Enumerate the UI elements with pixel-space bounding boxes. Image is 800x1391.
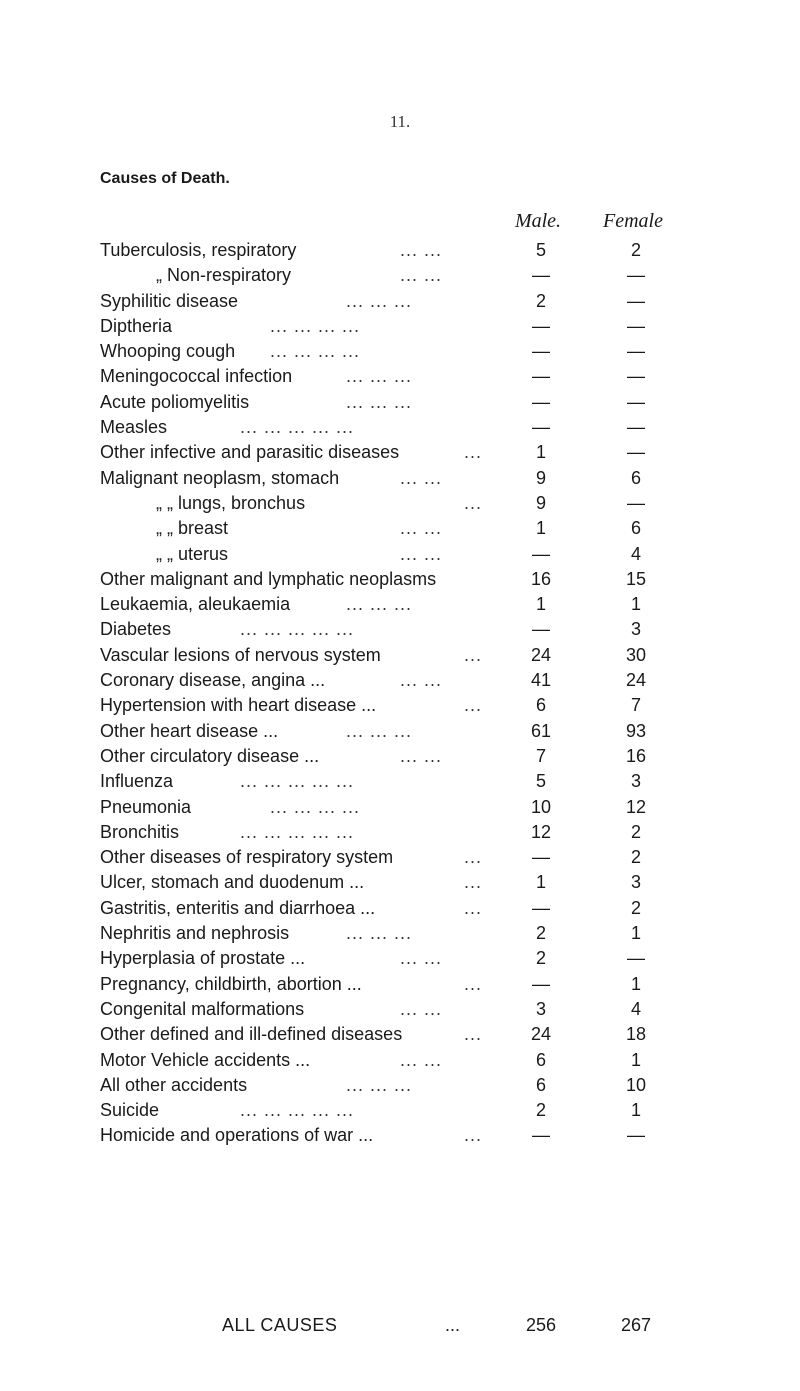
female-count: — xyxy=(627,391,645,412)
total-label: ALL CAUSES xyxy=(222,1315,338,1335)
row-leader-dots: ... ... ... ... ... xyxy=(240,1100,355,1121)
female-count: 1 xyxy=(630,973,641,994)
female-count: — xyxy=(627,948,645,969)
table-row xyxy=(100,744,700,769)
table-row xyxy=(100,769,700,794)
row-label: Measles xyxy=(100,417,168,438)
row-label: All other accidents xyxy=(100,1074,248,1095)
male-count: 2 xyxy=(535,1100,546,1121)
row-leader-dots: ... ... xyxy=(400,1049,443,1070)
male-count: — xyxy=(532,391,550,412)
row-label: Meningococcal infection xyxy=(100,366,293,387)
male-count: 16 xyxy=(530,568,552,589)
female-count: 16 xyxy=(625,745,647,766)
row-label: Other infective and parasitic diseases xyxy=(100,442,400,463)
row-label: Motor Vehicle accidents ... xyxy=(100,1049,311,1070)
female-count: 30 xyxy=(625,644,647,665)
male-count: 1 xyxy=(535,518,546,539)
row-label: Leukaemia, aleukaemia xyxy=(100,594,291,615)
row-leader-dots: ... ... xyxy=(400,998,443,1019)
male-count: 6 xyxy=(535,1074,546,1095)
male-count: 6 xyxy=(535,695,546,716)
table-row xyxy=(100,997,700,1022)
table-row xyxy=(100,896,700,921)
male-count: 12 xyxy=(530,821,552,842)
table-row xyxy=(100,1123,700,1148)
male-count: 2 xyxy=(535,948,546,969)
row-leader-dots: ... xyxy=(464,1125,483,1146)
table-row xyxy=(100,289,700,314)
female-count: — xyxy=(627,1125,645,1146)
table-row xyxy=(100,542,700,567)
female-count: 1 xyxy=(630,923,641,944)
row-label: Ulcer, stomach and duodenum ... xyxy=(100,872,365,893)
female-count: 12 xyxy=(625,796,647,817)
column-header-male: Male. xyxy=(514,210,562,232)
row-label: Suicide xyxy=(100,1100,160,1121)
table-row xyxy=(100,946,700,971)
table-row xyxy=(100,339,700,364)
female-count: — xyxy=(627,290,645,311)
page-number: 11. xyxy=(389,112,411,131)
row-label: Hypertension with heart disease ... xyxy=(100,695,377,716)
table-row xyxy=(100,516,700,541)
male-count: — xyxy=(532,897,550,918)
male-count: 10 xyxy=(530,796,552,817)
table-row xyxy=(100,390,700,415)
female-count: 3 xyxy=(630,872,641,893)
row-label: Bronchitis xyxy=(100,821,180,842)
female-count: 6 xyxy=(630,518,641,539)
row-label: Malignant neoplasm, stomach xyxy=(100,467,340,488)
table-row xyxy=(100,364,700,389)
female-count: 3 xyxy=(630,619,641,640)
table-row xyxy=(100,592,700,617)
row-leader-dots: ... ... xyxy=(400,518,443,539)
table-row xyxy=(100,567,700,592)
male-count: 9 xyxy=(535,467,546,488)
table-row xyxy=(100,921,700,946)
male-count: — xyxy=(532,315,550,336)
table-row xyxy=(100,263,700,288)
row-leader-dots: ... xyxy=(464,492,483,513)
male-count: 2 xyxy=(535,290,546,311)
row-label: Other defined and ill-defined diseases xyxy=(100,1024,403,1045)
column-header-female: Female xyxy=(603,210,663,232)
row-leader-dots: ... ... xyxy=(400,543,443,564)
female-count: 2 xyxy=(630,897,641,918)
table-row xyxy=(100,415,700,440)
table-row xyxy=(100,972,700,997)
total-dots: ... xyxy=(445,1315,461,1335)
male-count: 24 xyxy=(530,644,552,665)
table-row xyxy=(100,1098,700,1123)
row-label: Syphilitic disease xyxy=(100,290,239,311)
row-leader-dots: ... ... ... xyxy=(346,391,413,412)
female-count: 3 xyxy=(630,771,641,792)
table-row xyxy=(100,1022,700,1047)
male-count: — xyxy=(532,543,550,564)
total-female-value: 267 xyxy=(620,1315,652,1335)
row-leader-dots: ... ... ... ... xyxy=(270,315,361,336)
table-row xyxy=(100,693,700,718)
row-leader-dots: ... ... ... xyxy=(346,366,413,387)
male-count: 2 xyxy=(535,923,546,944)
female-count: — xyxy=(627,492,645,513)
female-count: 7 xyxy=(630,695,641,716)
table-row xyxy=(100,795,700,820)
row-leader-dots: ... ... xyxy=(400,265,443,286)
row-label: „ Non-respiratory xyxy=(156,265,292,286)
male-count: — xyxy=(532,973,550,994)
table-row xyxy=(100,466,700,491)
table-row xyxy=(100,238,700,263)
row-leader-dots: ... ... ... ... ... xyxy=(240,417,355,438)
female-count: — xyxy=(627,366,645,387)
row-leader-dots: ... ... xyxy=(400,670,443,691)
row-leader-dots: ... xyxy=(464,442,483,463)
female-count: — xyxy=(627,265,645,286)
male-count: — xyxy=(532,341,550,362)
row-label: Vascular lesions of nervous system xyxy=(100,644,381,665)
row-leader-dots: ... ... ... ... ... xyxy=(240,619,355,640)
row-leader-dots: ... ... ... ... ... xyxy=(240,771,355,792)
table-row xyxy=(100,719,700,744)
table-row xyxy=(100,1048,700,1073)
row-leader-dots: ... xyxy=(464,897,483,918)
row-leader-dots: ... xyxy=(464,695,483,716)
male-count: 1 xyxy=(535,872,546,893)
row-label: Influenza xyxy=(100,771,174,792)
row-leader-dots: ... ... xyxy=(400,745,443,766)
table-row xyxy=(100,1073,700,1098)
row-leader-dots: ... ... ... xyxy=(346,1074,413,1095)
female-count: — xyxy=(627,442,645,463)
row-label: Other heart disease ... xyxy=(100,720,279,741)
row-label: Other malignant and lymphatic neoplasms xyxy=(100,568,437,589)
female-count: — xyxy=(627,315,645,336)
female-count: 2 xyxy=(630,821,641,842)
female-count: — xyxy=(627,341,645,362)
row-label: „ „ breast xyxy=(156,518,229,539)
page-title: Causes of Death. xyxy=(100,170,230,187)
male-count: — xyxy=(532,619,550,640)
table-row xyxy=(100,491,700,516)
row-label: Congenital malformations xyxy=(100,998,305,1019)
row-leader-dots: ... ... ... xyxy=(346,594,413,615)
male-count: 9 xyxy=(535,492,546,513)
row-leader-dots: ... ... ... ... ... xyxy=(240,821,355,842)
female-count: 1 xyxy=(630,1049,641,1070)
row-label: „ „ lungs, bronchus xyxy=(156,492,306,513)
female-count: 1 xyxy=(630,594,641,615)
table-row xyxy=(100,870,700,895)
table-row xyxy=(100,643,700,668)
row-leader-dots: ... xyxy=(464,973,483,994)
total-row xyxy=(0,1310,800,1340)
male-count: — xyxy=(532,366,550,387)
female-count: 93 xyxy=(625,720,647,741)
female-count: 2 xyxy=(630,240,641,260)
male-count: — xyxy=(532,1125,550,1146)
row-leader-dots: ... ... ... xyxy=(346,290,413,311)
row-label: Homicide and operations of war ... xyxy=(100,1125,374,1146)
row-leader-dots: ... ... xyxy=(400,467,443,488)
row-leader-dots: ... xyxy=(464,1024,483,1045)
row-label: Hyperplasia of prostate ... xyxy=(100,948,306,969)
row-leader-dots: ... ... ... ... xyxy=(270,796,361,817)
row-label: Other circulatory disease ... xyxy=(100,745,320,766)
row-label: Whooping cough xyxy=(100,341,236,362)
row-leader-dots: ... ... xyxy=(400,948,443,969)
male-count: 24 xyxy=(530,1024,552,1045)
row-label: „ „ uterus xyxy=(156,543,229,564)
row-label: Pneumonia xyxy=(100,796,192,817)
row-leader-dots: ... xyxy=(464,644,483,665)
row-leader-dots: ... xyxy=(464,847,483,868)
male-count: 41 xyxy=(530,670,552,691)
male-count: — xyxy=(532,265,550,286)
row-label: Tuberculosis, respiratory xyxy=(100,240,297,260)
row-label: Nephritis and nephrosis xyxy=(100,923,290,944)
male-count: 5 xyxy=(535,771,546,792)
table-row xyxy=(100,440,700,465)
row-label: Diabetes xyxy=(100,619,172,640)
row-label: Diptheria xyxy=(100,315,173,336)
female-count: 10 xyxy=(625,1074,647,1095)
female-count: 4 xyxy=(630,543,641,564)
female-count: — xyxy=(627,417,645,438)
total-male-value: 256 xyxy=(525,1315,557,1335)
female-count: 18 xyxy=(625,1024,647,1045)
table-row xyxy=(100,845,700,870)
row-label: Acute poliomyelitis xyxy=(100,391,250,412)
female-count: 6 xyxy=(630,467,641,488)
row-leader-dots: ... ... xyxy=(400,240,443,260)
row-label: Coronary disease, angina ... xyxy=(100,670,326,691)
female-count: 15 xyxy=(625,568,647,589)
row-leader-dots: ... ... ... ... xyxy=(270,341,361,362)
table-row xyxy=(100,820,700,845)
table-row xyxy=(100,617,700,642)
table-row xyxy=(100,668,700,693)
male-count: 1 xyxy=(535,442,546,463)
row-leader-dots: ... ... ... xyxy=(346,923,413,944)
male-count: 3 xyxy=(535,998,546,1019)
male-count: 61 xyxy=(530,720,552,741)
table-row xyxy=(100,314,700,339)
row-leader-dots: ... ... ... xyxy=(346,720,413,741)
female-count: 24 xyxy=(625,670,647,691)
causes-table xyxy=(100,238,700,1149)
male-count: — xyxy=(532,847,550,868)
row-label: Gastritis, enteritis and diarrhoea ... xyxy=(100,897,376,918)
male-count: — xyxy=(532,417,550,438)
female-count: 1 xyxy=(630,1100,641,1121)
female-count: 2 xyxy=(630,847,641,868)
male-count: 5 xyxy=(535,240,546,260)
row-leader-dots: ... xyxy=(464,872,483,893)
male-count: 6 xyxy=(535,1049,546,1070)
row-label: Pregnancy, childbirth, abortion ... xyxy=(100,973,362,994)
male-count: 1 xyxy=(535,594,546,615)
male-count: 7 xyxy=(535,745,546,766)
row-label: Other diseases of respiratory system xyxy=(100,847,394,868)
female-count: 4 xyxy=(630,998,641,1019)
